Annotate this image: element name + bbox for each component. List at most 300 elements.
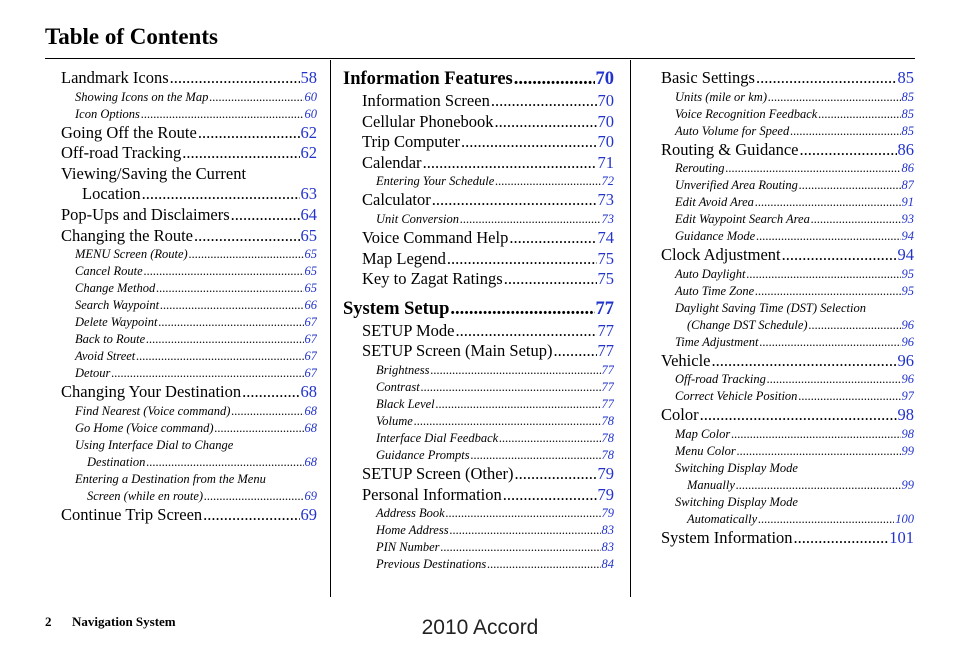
dot-leader (509, 228, 596, 249)
page-number-link[interactable]: 101 (889, 527, 914, 547)
toc-subentry[interactable] (61, 331, 317, 348)
page-number-link[interactable]: 75 (597, 248, 614, 268)
toc-entry[interactable] (343, 464, 614, 485)
toc-entry-label: Address Book (376, 506, 445, 521)
footer-label: Navigation System (72, 614, 176, 629)
toc-subentry[interactable] (61, 280, 317, 297)
toc-entry-label: Destination (87, 454, 146, 469)
dot-leader (756, 228, 900, 245)
toc-entry-label: Auto Time Zone (675, 283, 755, 298)
toc-entry-label: Personal Information (362, 484, 502, 504)
dot-leader (811, 211, 901, 228)
dot-leader (414, 413, 601, 430)
page-number-link[interactable]: 83 (601, 523, 614, 538)
dot-leader (441, 539, 601, 556)
toc-subentry[interactable] (661, 371, 914, 388)
toc-entry-label: (Change DST Schedule) (687, 317, 808, 332)
toc-subentry[interactable] (343, 556, 614, 573)
dot-leader (504, 269, 597, 290)
page-number-link[interactable]: 79 (601, 506, 614, 521)
toc-entry[interactable] (661, 140, 914, 161)
toc-entry-label: Unit Conversion (376, 211, 459, 226)
toc-entry[interactable] (343, 485, 614, 506)
page-number-link[interactable]: 68 (300, 382, 317, 402)
toc-subentry[interactable] (343, 173, 614, 190)
toc-subentry[interactable] (661, 460, 914, 494)
dot-leader (755, 283, 900, 300)
page-number-link[interactable]: 85 (901, 123, 914, 138)
toc-subentry[interactable] (61, 263, 317, 280)
page-number-link[interactable]: 86 (897, 139, 914, 159)
toc-entry-label: Calendar (362, 152, 422, 172)
toc-entry[interactable] (343, 269, 614, 290)
toc-subentry[interactable] (343, 522, 614, 539)
toc-subentry[interactable] (661, 300, 914, 334)
dot-leader (204, 488, 303, 505)
toc-entry-label: Landmark Icons (61, 68, 169, 87)
page-number-link[interactable]: 85 (897, 68, 914, 87)
toc-entry[interactable] (343, 153, 614, 174)
page-number-link[interactable]: 79 (597, 463, 614, 483)
toc-entry[interactable] (343, 249, 614, 270)
page-number-link[interactable]: 85 (901, 89, 914, 104)
toc-entry-label: Information Features (343, 69, 513, 89)
toc-entry-label: Entering Your Schedule (376, 174, 495, 189)
page-number-link[interactable]: 77 (601, 362, 614, 377)
page-number-link[interactable]: 68 (304, 403, 317, 418)
page-number-link[interactable]: 99 (901, 443, 914, 458)
toc-entry-label: Find Nearest (Voice command) (75, 403, 231, 418)
toc-entry-label: Voice Recognition Feedback (675, 106, 818, 121)
dot-leader (756, 68, 897, 89)
toc-subentry[interactable] (343, 379, 614, 396)
dot-leader (460, 211, 601, 228)
toc-entry-label: Key to Zagat Ratings (362, 269, 503, 289)
toc-entry[interactable] (343, 228, 614, 249)
page-number-link[interactable]: 95 (901, 266, 914, 281)
dot-leader (491, 91, 597, 112)
dot-leader (159, 314, 304, 331)
toc-entry-label: Auto Volume for Speed (675, 123, 790, 138)
toc-subentry[interactable] (661, 160, 914, 177)
toc-entry-label: Cancel Route (75, 264, 143, 279)
toc-entry-label: Going Off the Route (61, 122, 197, 142)
dot-leader (782, 245, 897, 266)
page-number-link[interactable]: 84 (601, 557, 614, 572)
toc-subentry[interactable] (661, 228, 914, 245)
toc-subentry[interactable] (343, 539, 614, 556)
page-number-link[interactable]: 69 (300, 504, 317, 524)
page-number-link[interactable]: 71 (597, 152, 614, 172)
toc-entry-label: PIN Number (376, 540, 440, 555)
dot-leader (111, 365, 303, 382)
toc-entry-label: Switching Display Mode (675, 460, 798, 475)
toc-subentry[interactable] (61, 106, 317, 123)
toc-entry[interactable] (61, 205, 317, 226)
toc-entry-label: Cellular Phonebook (362, 111, 494, 131)
dot-leader (495, 112, 597, 133)
page-number-link[interactable]: 62 (300, 122, 317, 142)
toc-entry-label: MENU Screen (Route) (75, 247, 188, 262)
dot-leader (471, 447, 601, 464)
page-number-link[interactable]: 70 (595, 69, 614, 89)
dot-leader (182, 143, 299, 164)
toc-entry-label: Changing the Route (61, 225, 193, 245)
toc-entry-label: Icon Options (75, 106, 140, 121)
page-number-link[interactable]: 70 (597, 132, 614, 152)
toc-subentry[interactable] (343, 505, 614, 522)
dot-leader (144, 263, 304, 280)
dot-leader (809, 317, 901, 334)
dot-leader (515, 464, 597, 485)
toc-entry[interactable] (61, 382, 317, 403)
dot-leader (726, 160, 901, 177)
toc-entry[interactable] (61, 505, 317, 526)
toc-entry-label: Using Interface Dial to Change (75, 437, 234, 452)
toc-entry-label: Time Adjustment (675, 334, 759, 349)
toc-entry[interactable] (661, 68, 914, 89)
page-number-link[interactable]: 85 (901, 106, 914, 121)
page-number-link[interactable]: 65 (304, 281, 317, 296)
toc-entry-label: Information Screen (362, 91, 490, 110)
toc-entry[interactable] (343, 132, 614, 153)
footer-page-number: 2 (45, 614, 52, 629)
toc-entry-label: Showing Icons on the Map (75, 89, 209, 104)
page-number-link[interactable]: 67 (304, 332, 317, 347)
dot-leader (794, 528, 889, 549)
column-divider (630, 60, 631, 597)
toc-entry-label: Screen (while en route) (87, 488, 204, 503)
page-number-link[interactable]: 66 (304, 298, 317, 313)
dot-leader (799, 140, 896, 161)
toc-column-2 (343, 68, 614, 573)
toc-entry-label: Continue Trip Screen (61, 504, 203, 524)
toc-entry[interactable] (661, 245, 914, 266)
toc-subentry[interactable] (343, 430, 614, 447)
toc-entry-label: Calculator (362, 190, 431, 210)
page-number-link[interactable]: 62 (300, 143, 317, 163)
dot-leader (798, 388, 900, 405)
dot-leader (487, 556, 600, 573)
toc-entry-label: Brightness (376, 362, 430, 377)
toc-entry-label: Off-road Tracking (675, 372, 766, 387)
toc-entry-label: Contrast (376, 379, 420, 394)
dot-leader (189, 246, 304, 263)
toc-entry[interactable] (343, 321, 614, 342)
page-number-link[interactable]: 94 (901, 229, 914, 244)
toc-subentry[interactable] (661, 123, 914, 140)
toc-subentry[interactable] (661, 106, 914, 123)
page-number-link[interactable]: 65 (304, 264, 317, 279)
page-number-link[interactable]: 77 (601, 379, 614, 394)
page-number-link[interactable]: 77 (595, 298, 614, 319)
toc-entry-label: Location (82, 184, 141, 204)
dot-leader (731, 426, 900, 443)
toc-entry-label: Volume (376, 413, 413, 428)
page-number-link[interactable]: 95 (901, 283, 914, 298)
toc-entry[interactable] (61, 68, 317, 89)
page-number-link[interactable]: 67 (304, 349, 317, 364)
toc-entry[interactable] (61, 123, 317, 144)
page-number-link[interactable]: 98 (901, 426, 914, 441)
toc-subentry[interactable] (61, 365, 317, 382)
dot-leader (203, 505, 299, 526)
page-number-link[interactable]: 98 (897, 405, 914, 425)
dot-leader (768, 89, 901, 106)
page-number-link[interactable]: 83 (601, 540, 614, 555)
toc-entry-label: Map Legend (362, 248, 446, 268)
page-title: Table of Contents (45, 24, 218, 49)
page-number-link[interactable]: 64 (300, 204, 317, 224)
toc-entry-label: Change Method (75, 281, 156, 296)
toc-entry-label: Off-road Tracking (61, 143, 182, 163)
toc-subentry[interactable] (661, 194, 914, 211)
toc-entry-label: Unverified Area Routing (675, 178, 798, 193)
toc-section-heading[interactable] (343, 68, 614, 91)
toc-entry-label: Correct Vehicle Position (675, 389, 798, 404)
page-number-link[interactable]: 68 (304, 420, 317, 435)
page-number-link[interactable]: 70 (597, 111, 614, 131)
dot-leader (231, 205, 300, 226)
toc-entry-label: Search Waypoint (75, 298, 160, 313)
toc-entry-label: System Setup (343, 298, 450, 319)
toc-entry-label: Map Color (675, 426, 731, 441)
page-number-link[interactable]: 78 (601, 413, 614, 428)
dot-leader (423, 153, 597, 174)
page-number-link[interactable]: 60 (304, 106, 317, 121)
toc-subentry[interactable] (661, 334, 914, 351)
page-number-link[interactable]: 87 (901, 178, 914, 193)
toc-entry-label: Home Address (376, 523, 449, 538)
dot-leader (790, 123, 900, 140)
dot-leader (461, 132, 597, 153)
toc-entry-label: Rerouting (675, 161, 725, 176)
toc-entry-label: Basic Settings (661, 68, 755, 87)
toc-entry[interactable] (61, 226, 317, 247)
toc-entry-label: Changing Your Destination (61, 382, 242, 402)
toc-subentry[interactable] (61, 420, 317, 437)
page-number-link[interactable]: 96 (901, 317, 914, 332)
toc-subentry[interactable] (661, 89, 914, 106)
toc-entry-label: Switching Display Mode (675, 494, 798, 509)
dot-leader (767, 371, 901, 388)
dot-leader (495, 173, 600, 190)
title-rule (45, 58, 915, 59)
toc-entry[interactable] (61, 143, 317, 164)
page-number-link[interactable]: 72 (601, 174, 614, 189)
toc-entry-label: Vehicle (661, 350, 711, 370)
toc-entry-label: SETUP Screen (Other) (362, 463, 514, 483)
dot-leader (755, 194, 901, 211)
dot-leader (436, 396, 601, 413)
page-number-link[interactable]: 67 (304, 366, 317, 381)
dot-leader (136, 348, 303, 365)
toc-entry-label: Trip Computer (362, 132, 460, 152)
toc-entry-label: SETUP Mode (362, 320, 455, 340)
page-number-link[interactable]: 77 (601, 396, 614, 411)
toc-subentry[interactable] (343, 362, 614, 379)
toc-subentry[interactable] (661, 266, 914, 283)
toc-subentry[interactable] (661, 443, 914, 460)
toc-subentry[interactable] (661, 283, 914, 300)
toc-entry-label: Avoid Street (75, 349, 136, 364)
toc-entry-label: Clock Adjustment (661, 245, 781, 265)
page-number-link[interactable]: 78 (601, 430, 614, 445)
page-number-link[interactable]: 69 (304, 488, 317, 503)
toc-subentry[interactable] (61, 471, 317, 505)
page-number-link[interactable]: 67 (304, 315, 317, 330)
toc-entry-label: SETUP Screen (Main Setup) (362, 341, 553, 361)
toc-entry[interactable] (61, 164, 317, 205)
toc-subentry[interactable] (61, 348, 317, 365)
toc-entry[interactable] (343, 112, 614, 133)
dot-leader (450, 298, 594, 321)
toc-entry-label: Automatically (687, 511, 758, 526)
toc-entry-label: Units (mile or km) (675, 89, 767, 104)
page-number-link[interactable]: 96 (901, 372, 914, 387)
dot-leader (758, 511, 894, 528)
toc-entry-label: Menu Color (675, 443, 736, 458)
toc-column-1 (61, 68, 317, 525)
toc-subentry[interactable] (61, 246, 317, 263)
dot-leader (746, 266, 900, 283)
toc-entry-label: Delete Waypoint (75, 315, 158, 330)
page-number-link[interactable]: 94 (897, 245, 914, 265)
page-number-link[interactable]: 74 (597, 227, 614, 247)
page-number-link[interactable]: 65 (304, 247, 317, 262)
toc-entry-label: Viewing/Saving the Current (61, 163, 247, 183)
toc-entry-label: Guidance Mode (675, 229, 756, 244)
dot-leader (446, 505, 601, 522)
dot-leader (160, 297, 303, 314)
toc-entry-label: Guidance Prompts (376, 447, 470, 462)
toc-subentry[interactable] (661, 211, 914, 228)
dot-leader (146, 331, 303, 348)
toc-entry-label: Edit Avoid Area (675, 195, 754, 210)
page-number-link[interactable]: 63 (300, 184, 317, 204)
dot-leader (818, 106, 900, 123)
toc-subentry[interactable] (61, 89, 317, 106)
toc-entry-label: Black Level (376, 396, 435, 411)
page-number-link[interactable]: 58 (300, 68, 317, 87)
toc-entry-label: Routing & Guidance (661, 139, 799, 159)
page-number-link[interactable]: 96 (901, 334, 914, 349)
toc-section-heading[interactable] (343, 298, 614, 321)
toc-subentry[interactable] (61, 314, 317, 331)
dot-leader (231, 403, 303, 420)
toc-entry[interactable] (661, 528, 914, 549)
toc-subentry[interactable] (661, 177, 914, 194)
page-number-link[interactable]: 91 (901, 195, 914, 210)
page-number-link[interactable]: 68 (304, 454, 317, 469)
toc-entry[interactable] (661, 405, 914, 426)
toc-entry-label: Manually (687, 477, 735, 492)
dot-leader (209, 89, 303, 106)
page-number-link[interactable]: 70 (597, 91, 614, 110)
toc-subentry[interactable] (343, 447, 614, 464)
dot-leader (553, 341, 596, 362)
dot-leader (156, 280, 303, 297)
page-number-link[interactable]: 75 (597, 269, 614, 289)
dot-leader (430, 362, 600, 379)
toc-entry-label: Go Home (Voice command) (75, 420, 214, 435)
toc-subentry[interactable] (661, 426, 914, 443)
toc-subentry[interactable] (343, 396, 614, 413)
toc-subentry[interactable] (343, 413, 614, 430)
toc-entry-label: Edit Waypoint Search Area (675, 212, 810, 227)
dot-leader (799, 177, 901, 194)
dot-leader (736, 477, 901, 494)
page-number-link[interactable]: 78 (601, 447, 614, 462)
page-number-link[interactable]: 93 (901, 212, 914, 227)
page-number-link[interactable]: 99 (901, 477, 914, 492)
toc-column-3 (661, 68, 914, 549)
page-number-link[interactable]: 97 (901, 389, 914, 404)
toc-entry-label: Interface Dial Feedback (376, 430, 499, 445)
page-number-link[interactable]: 60 (304, 89, 317, 104)
dot-leader (450, 522, 601, 539)
toc-subentry[interactable] (661, 388, 914, 405)
toc-subentry[interactable] (61, 403, 317, 420)
page-number-link[interactable]: 96 (897, 350, 914, 370)
page-number-link[interactable]: 73 (597, 190, 614, 210)
dot-leader (146, 454, 303, 471)
toc-entry[interactable] (343, 91, 614, 112)
column-divider (330, 60, 331, 597)
dot-leader (242, 382, 299, 403)
page-number-link[interactable]: 100 (895, 511, 914, 526)
toc-subentry[interactable] (661, 494, 914, 528)
toc-entry-label: System Information (661, 527, 793, 547)
dot-leader (711, 351, 896, 372)
page-number-link[interactable]: 86 (901, 161, 914, 176)
toc-entry-label: Auto Daylight (675, 266, 746, 281)
dot-leader (700, 405, 897, 426)
watermark: 2010 Accord (421, 616, 539, 639)
toc-entry-label: Color (661, 405, 699, 425)
toc-entry-label: Previous Destinations (376, 557, 487, 572)
dot-leader (170, 68, 300, 89)
dot-leader (194, 226, 300, 247)
page-number-link[interactable]: 65 (300, 225, 317, 245)
toc-entry[interactable] (343, 341, 614, 362)
dot-leader (215, 420, 304, 437)
toc-subentry[interactable] (343, 211, 614, 228)
toc-entry-label: Entering a Destination from the Menu (75, 471, 266, 486)
toc-entry[interactable] (661, 351, 914, 372)
toc-entry-label: Pop-Ups and Disclaimers (61, 204, 230, 224)
toc-entry[interactable] (343, 190, 614, 211)
page-number-link[interactable]: 77 (597, 320, 614, 340)
dot-leader (141, 106, 304, 123)
toc-entry-label: Detour (75, 366, 111, 381)
dot-leader (142, 184, 300, 205)
toc-subentry[interactable] (61, 297, 317, 314)
page-number-link[interactable]: 79 (597, 484, 614, 504)
dot-leader (737, 443, 901, 460)
dot-leader (421, 379, 601, 396)
toc-entry-label: Daylight Saving Time (DST) Selection (675, 300, 866, 315)
dot-leader (514, 68, 595, 91)
dot-leader (198, 123, 300, 144)
dot-leader (759, 334, 900, 351)
dot-leader (432, 190, 597, 211)
dot-leader (499, 430, 600, 447)
toc-subentry[interactable] (61, 437, 317, 471)
page-number-link[interactable]: 77 (597, 341, 614, 361)
page-number-link[interactable]: 73 (601, 211, 614, 226)
dot-leader (447, 249, 597, 270)
